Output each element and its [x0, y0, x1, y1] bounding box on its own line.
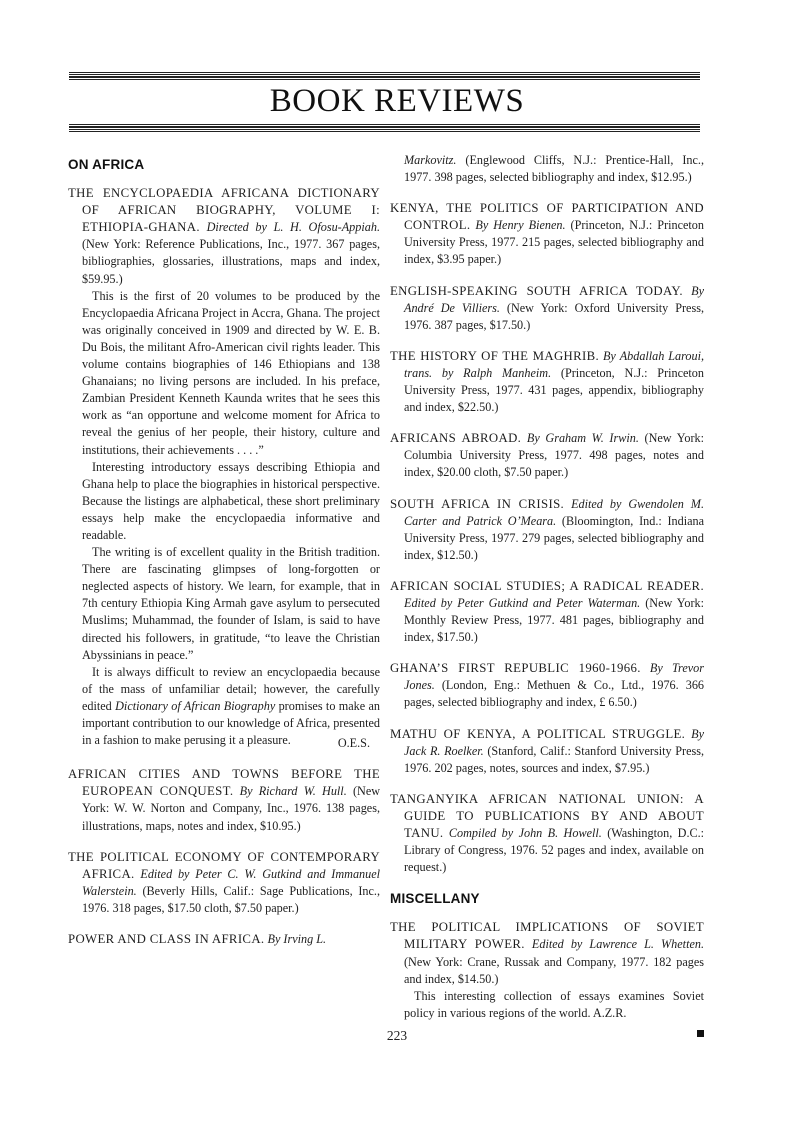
review-entry: [68, 766, 380, 834]
review-paragraph: It is always difficult to review an encyclopaedia because of the mass of unfamiliar detail; however, the carefully edited Dictionary of African Biography promises to make an important contribution to our knowledge of Africa, presented in a fashion to make perusing it a pleasure.: [82, 664, 380, 748]
book-title: THE POLITICAL ECONOMY OF CONTEMPORARY AFRICA.: [68, 849, 380, 881]
entry-citation: [390, 791, 704, 876]
entry-citation: [390, 283, 704, 334]
header-rule-bottom: [69, 124, 700, 133]
book-author: Jack R. Roelker.: [404, 743, 484, 758]
book-title: THE HISTORY OF THE MAGHRIB.: [390, 348, 600, 363]
entry-continuation: [390, 152, 704, 186]
credit-label: By: [602, 348, 616, 363]
book-title: KENYA, THE POLITICS OF PARTICIPATION AND CONTROL.: [390, 201, 704, 233]
publication-info: (Princeton, N.J.: Princeton University Press, 1977. 215 pages, selected bibliography and index, $3.95 paper.): [404, 218, 704, 267]
credit-label: By: [691, 283, 704, 298]
publication-info: (New York: Columbia University Press, 1977. 498 pages, notes and index, $20.00 cloth, $7.50 paper.): [404, 431, 705, 480]
entry-citation: THE POLITICAL ECONOMY OF CONTEMPORARY AFRICA. Edited by Peter C. W. Gutkind and Immanuel Walerstein. (Beverly Hills, Calif.: Sage Publications, Inc., 1976. 318 pages, $17.50 cloth, $7.50 paper.): [68, 849, 381, 915]
entry-citation: [390, 496, 704, 564]
review-entry: [390, 348, 704, 416]
book-title: AFRICANS ABROAD.: [390, 431, 522, 446]
entry-citation: [390, 200, 704, 268]
book-author: Irving L.: [283, 932, 327, 947]
credit-label: Edited by: [404, 595, 453, 610]
publication-info: (New York: Reference Publications, Inc., 1977. 367 pages, bibliographies, glossaries, illustrations, maps and index, $59.95.): [82, 237, 380, 286]
credit-label: By: [691, 726, 705, 741]
credit-label: Edited by: [571, 496, 622, 511]
review-entry: [390, 791, 704, 876]
publication-info: (Bloomington, Ind.: Indiana University Press, 1977. 279 pages, selected bibliography and index, $12.50.): [404, 513, 705, 562]
review-entry: [68, 849, 380, 917]
book-author: Trevor Jones.: [404, 661, 704, 693]
publication-info: (Beverly Hills, Calif.: Sage Publications, Inc., 1976. 318 pages, $17.50 cloth, $7.50 paper.): [82, 883, 381, 915]
book-title: ENGLISH-SPEAKING SOUTH AFRICA TODAY.: [390, 283, 683, 298]
section-heading-on-africa: ON AFRICA: [68, 157, 145, 172]
review-entry: [390, 283, 704, 334]
book-author: Peter Gutkind and Peter Waterman.: [457, 595, 641, 610]
entry-citation: [390, 660, 704, 711]
left-column: [68, 152, 380, 962]
review-entry: [390, 660, 704, 711]
book-author: André De Villiers.: [404, 300, 500, 315]
book-author: Lawrence L. Whetten.: [589, 937, 705, 952]
credit-label: Directed by: [206, 220, 267, 235]
book-author: Abdallah Laroui, trans. by Ralph Manheim.: [404, 348, 705, 380]
review-paragraph: This interesting collection of essays examines Soviet policy in various regions of the world. A.Z.R.: [404, 988, 704, 1020]
book-title: MATHU OF KENYA, A POLITICAL STRUGGLE.: [390, 726, 686, 741]
book-author: Henry Bienen.: [493, 218, 566, 233]
book-title: GHANA’S FIRST REPUBLIC 1960-1966.: [390, 661, 641, 676]
book-author: Peter C. W. Gutkind and Immanuel Walerstein.: [82, 866, 381, 898]
publication-info: (New York: W. W. Norton and Company, Inc., 1976. 138 pages, illustrations, maps, notes and index, $10.95.): [82, 784, 381, 833]
book-author: Graham W. Irwin.: [545, 431, 639, 446]
entry-citation: POWER AND CLASS IN AFRICA. By Irving L.: [68, 932, 327, 947]
review-entry: [68, 931, 380, 948]
book-author: Markovitz.: [404, 153, 457, 167]
book-title: AFRICAN SOCIAL STUDIES; A RADICAL READER.: [390, 578, 704, 593]
review-entry: [68, 185, 380, 752]
review-entry: [390, 919, 704, 1042]
review-entry: [390, 200, 704, 268]
entry-citation: [390, 578, 704, 646]
review-entry: [390, 430, 704, 481]
book-title: THE ENCYCLOPAEDIA AFRICANA DICTIONARY OF AFRICAN BIOGRAPHY, VOLUME I: ETHIOPIA-GHANA.: [68, 186, 380, 235]
credit-label: By: [475, 218, 489, 233]
book-title: SOUTH AFRICA IN CRISIS.: [390, 496, 565, 511]
right-column: [390, 152, 704, 1042]
publication-info: (New York: Monthly Review Press, 1977. 481 pages, bibliography and index, $17.50.): [404, 595, 705, 645]
page-number: 223: [386, 1028, 408, 1043]
reviewer-signature: A.Z.R.: [592, 1005, 627, 1020]
entry-citation: [390, 726, 704, 777]
book-author: Richard W. Hull.: [258, 784, 347, 799]
entry-citation: [390, 430, 704, 481]
review-paragraph: Interesting introductory essays describing Ethiopia and Ghana help to place the biographies in historical perspective. Because the listings are alphabetical, these short preliminary essays help make the encyclopaedia informative and readable.: [82, 459, 380, 542]
entry-citation: [68, 185, 380, 288]
credit-label: By: [526, 431, 540, 446]
credit-label: Compiled by: [448, 826, 514, 840]
review-entry: [390, 726, 704, 777]
publication-info: (Englewood Cliffs, N.J.: Prentice-Hall, Inc., 1977. 398 pages, selected bibliography and index, $12.95.): [404, 153, 704, 185]
review-entry: [390, 578, 704, 646]
book-title-ref: Dictionary of African Biography: [115, 698, 276, 713]
book-title: THE POLITICAL IMPLICATIONS OF SOVIET MILITARY POWER.: [390, 920, 704, 952]
section-heading-miscellany: MISCELLANY: [390, 891, 480, 907]
publication-info: (New York: Crane, Russak and Company, 1977. 182 pages and index, $14.50.): [404, 954, 704, 986]
book-author: Gwendolen M. Carter and Patrick O’Meara.: [404, 496, 704, 528]
publication-info: (Washington, D.C.: Library of Congress, 1976. 52 pages and index, available on request.): [404, 826, 705, 875]
entry-citation: [390, 348, 704, 416]
entry-citation: THE POLITICAL IMPLICATIONS OF SOVIET MILITARY POWER. Edited by Lawrence L. Whetten. (New York: Crane, Russak and Company, 1977. 182 pages and index, $14.50.): [390, 920, 705, 986]
review-entry: [390, 496, 704, 564]
publication-info: (Princeton, N.J.: Princeton University Press, 1977. 431 pages, appendix, bibliography and index, $22.50.): [404, 365, 704, 415]
page-title: BOOK REVIEWS: [269, 83, 525, 119]
book-title: TANGANYIKA AFRICAN NATIONAL UNION: A GUIDE TO PUBLICATIONS BY AND ABOUT TANU.: [390, 791, 704, 840]
reviewer-signature: O.E.S.: [337, 736, 370, 751]
publication-info: (New York: Oxford University Press, 1976. 387 pages, $17.50.): [404, 300, 704, 332]
book-title: POWER AND CLASS IN AFRICA.: [68, 932, 265, 947]
review-paragraph: The writing is of excellent quality in the British tradition. There are fascinating glimpses of long-forgotten or neglected aspects of history. We learn, for example, that in 7th century Ethiopia King Armah gave asylum to persecuted Muslims; Muhammad, the founder of Islam, is said to have directed his followers, in gratitude, “to leave the Christian Abyssinians in peace.”: [82, 545, 380, 662]
credit-label: By: [649, 661, 663, 676]
book-author: L. H. Ofosu-Appiah.: [273, 220, 380, 235]
publication-info: (Stanford, Calif.: Stanford University Press, 1976. 202 pages, notes, sources and index, $7.95.): [404, 743, 705, 775]
review-paragraph: This is the first of 20 volumes to be produced by the Encyclopaedia Africana Project in Accra, Ghana. The project was originally conceived in 1909 and directed by W. E. B. Du Bois, the militant Afro-American civil rights leader. This volume contains biographies of 146 Ethiopians and 138 Ghanaians; no living persons are included. In his preface, Zambian President Kenneth Kaunda writes that he sees this work as “an opportune and welcome moment for Africa to reveal the genius of her people, their history, culture and institutions, their achievements . . . .”: [82, 288, 380, 457]
entry-citation: AFRICAN CITIES AND TOWNS BEFORE THE EUROPEAN CONQUEST. By Richard W. Hull. (New York: W. W. Norton and Company, Inc., 1976. 138 pages, illustrations, maps, notes and index, $10.95.): [68, 767, 381, 833]
publication-info: (London, Eng.: Methuen & Co., Ltd., 1976. 366 pages, selected bibliography and index, £ 6.50.): [404, 678, 705, 710]
book-author: John B. Howell.: [518, 826, 602, 840]
book-title: AFRICAN CITIES AND TOWNS BEFORE THE EUROPEAN CONQUEST.: [68, 767, 380, 799]
review-list: [390, 200, 704, 876]
